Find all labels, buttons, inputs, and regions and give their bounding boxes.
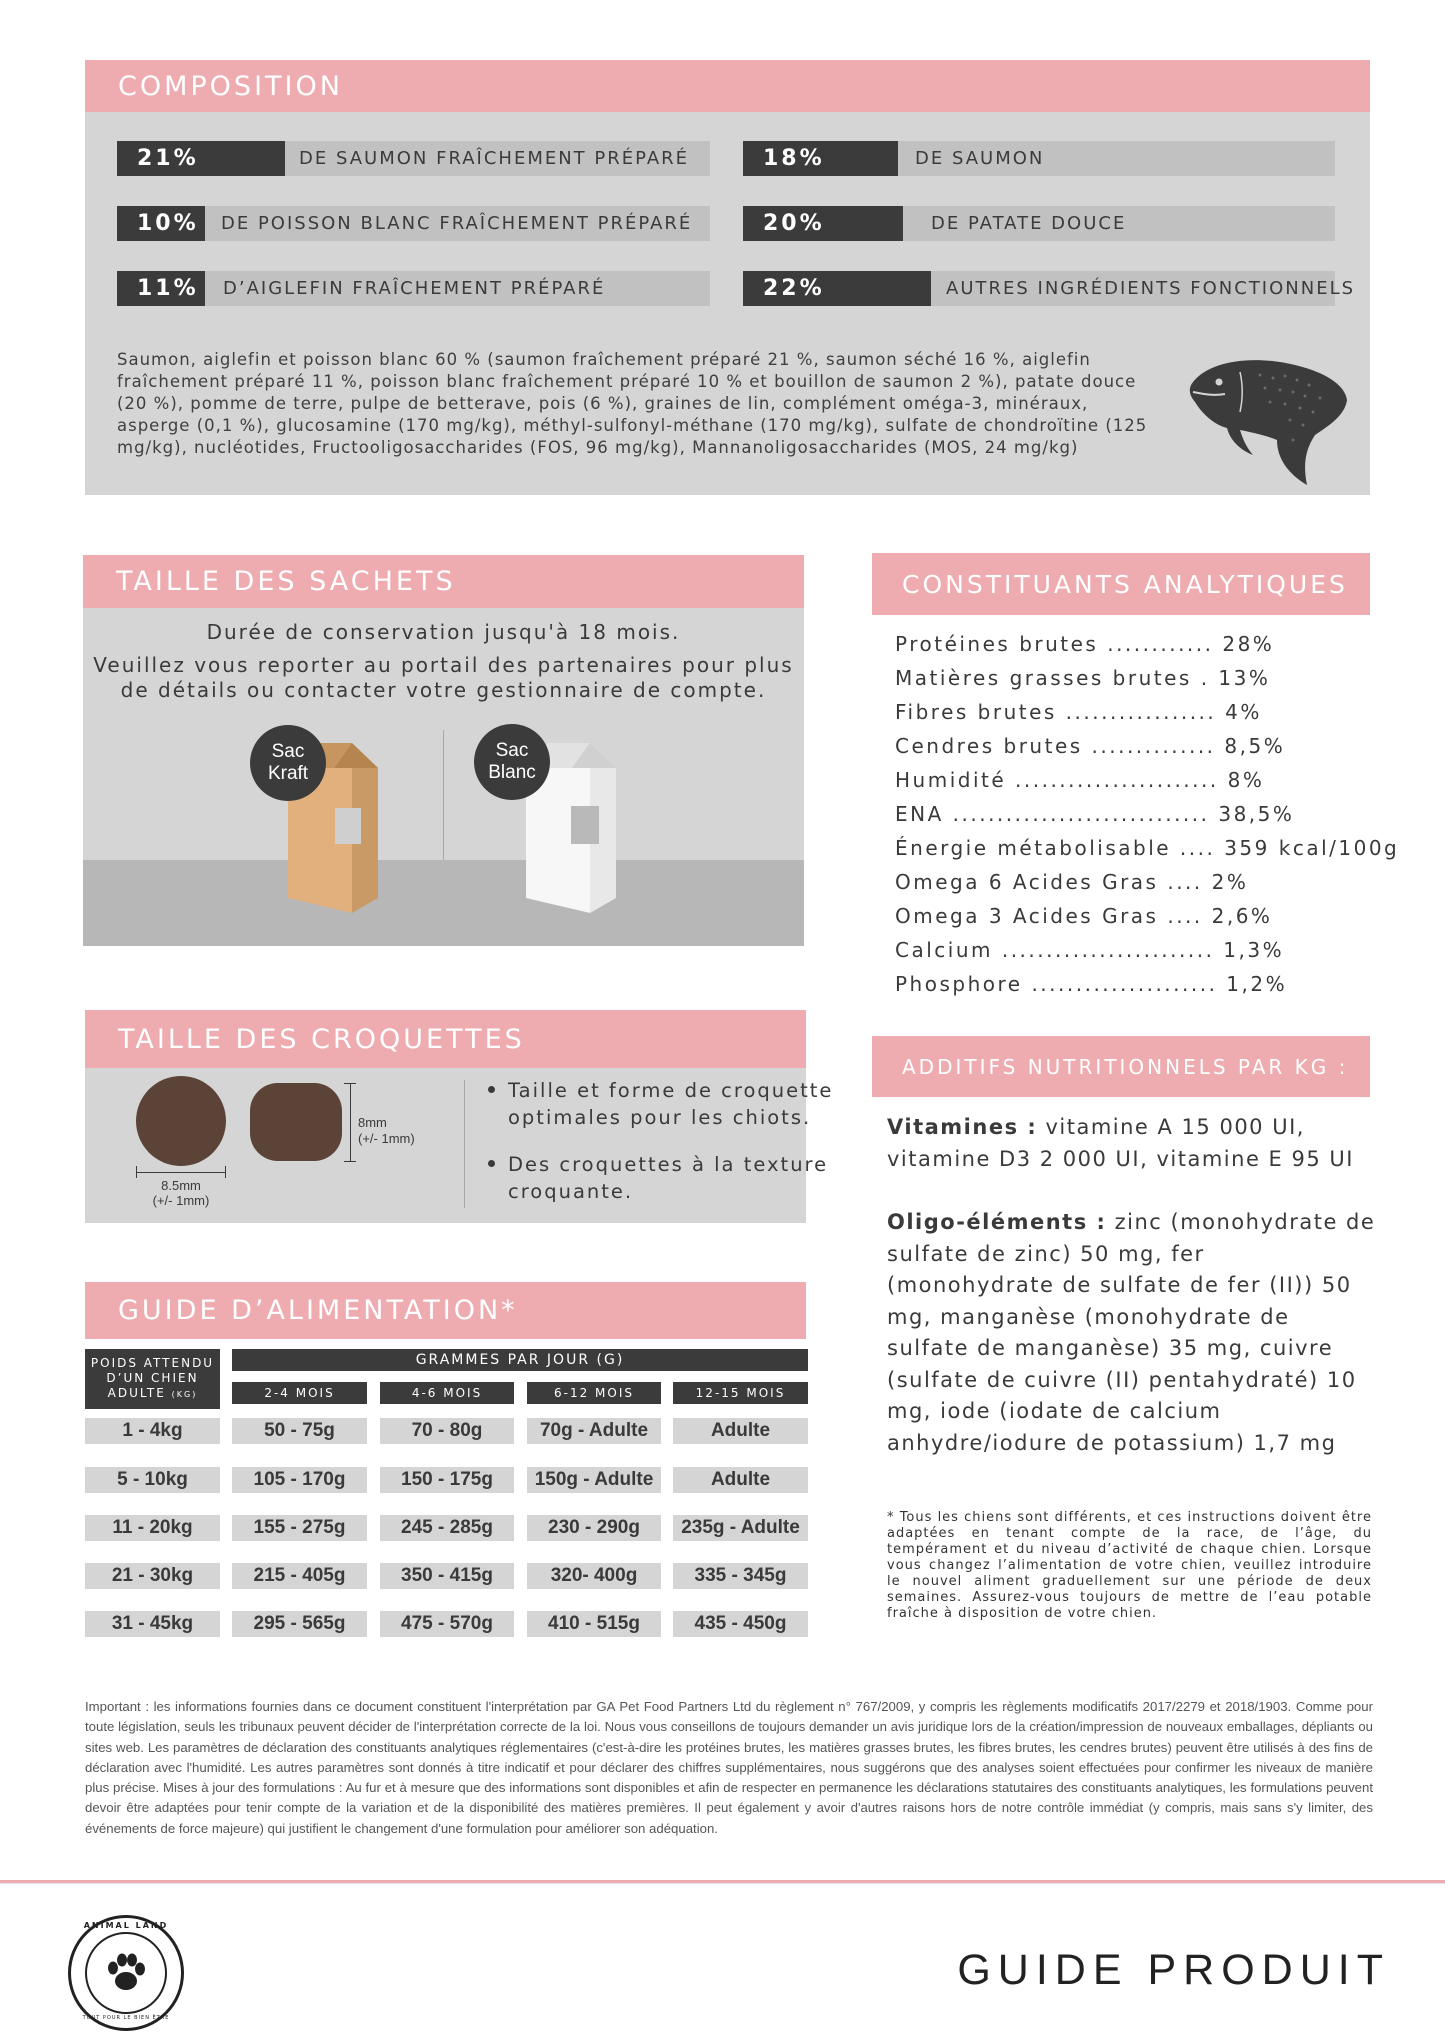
sachets-info-line: Veuillez vous reporter au portail des partenaires pour plus [93, 653, 794, 677]
analytique-row: Cendres brutes .............. 8,5% [895, 734, 1286, 758]
col-header: 12-15 MOIS [673, 1382, 808, 1404]
sachets-shelf-life: Durée de conservation jusqu'à 18 mois. [206, 620, 681, 644]
analytique-row: ENA ............................. 38,5% [895, 802, 1295, 826]
composition-label: DE SAUMON [915, 148, 1045, 169]
composition-item [743, 271, 1356, 306]
kibble-height-tick [344, 1083, 356, 1084]
kibble-width-tick [136, 1166, 137, 1178]
side-kibble-size: 8mm [358, 1115, 387, 1130]
bullet-dot [488, 1086, 495, 1093]
table-cell: 230 - 290g [527, 1515, 661, 1541]
analytique-row: Énergie métabolisable .... 359 kcal/100g [895, 836, 1400, 860]
analytique-row: Humidité ....................... 8% [895, 768, 1265, 792]
composition-item [743, 141, 1335, 176]
croquettes-bullet: Des croquettes à la texture [508, 1153, 829, 1176]
col-header: 4-6 MOIS [380, 1382, 514, 1404]
composition-item [117, 271, 710, 306]
table-cell: 150 - 175g [380, 1467, 514, 1493]
salmon-icon [1185, 340, 1355, 490]
analytique-row: Fibres brutes ................. 4% [895, 700, 1262, 724]
composition-pct: 21% [117, 141, 285, 176]
sachets-title: TAILLE DES SACHETS [83, 555, 804, 608]
footer-title: GUIDE PRODUIT [957, 1946, 1390, 1994]
kraft-bag-badge [250, 725, 326, 801]
kibble-width-tick [225, 1166, 226, 1178]
table-cell: 105 - 170g [232, 1467, 367, 1493]
white-bag-label: Sac [495, 740, 529, 761]
table-cell: 410 - 515g [527, 1611, 661, 1637]
table-cell: 350 - 415g [380, 1563, 514, 1589]
table-cell: 155 - 275g [232, 1515, 367, 1541]
composition-item [743, 206, 1335, 241]
bullet-dot [488, 1160, 495, 1167]
weight-header-line: POIDS ATTENDU [90, 1356, 215, 1370]
composition-text: Saumon, aiglefin et poisson blanc 60 % (saumon fraîchement préparé 21 %, saumon séché 16 %, aiglefin fraîchement préparé 11 %, poisson blanc fraîchement préparé 10 % et bouillon de saumon 2 %), patate douce (20 %), pomme de terre, pulpe de betterave, pois (6 %), graines de lin, complément oméga-3, minéraux, asperge (0,1 %), glucosamine (170 mg/kg), méthyl-sulfonyl-méthane (170 mg/kg), sulfate de chondroïtine (125 mg/kg), nucléotides, Fructooligosaccharides (FOS, 96 mg/kg), Mannanoligosaccharides (MOS, 24 mg/kg) [117, 350, 1148, 457]
analytique-row: Omega 6 Acides Gras .... 2% [895, 870, 1249, 894]
composition-label: D’AIGLEFIN FRAÎCHEMENT PRÉPARÉ [223, 278, 606, 299]
round-kibble-tolerance: (+/- 1mm) [152, 1193, 210, 1208]
round-kibble-size: 8.5mm [161, 1178, 201, 1193]
additifs-title: ADDITIFS NUTRITIONNELS PAR KG : [872, 1036, 1370, 1097]
kibble-height-line [350, 1083, 351, 1161]
table-cell: 215 - 405g [232, 1563, 367, 1589]
table-cell: 475 - 570g [380, 1611, 514, 1637]
oligo-label: Oligo-éléments : [887, 1210, 1107, 1234]
table-cell: 245 - 285g [380, 1515, 514, 1541]
table-cell-weight: 31 - 45kg [85, 1611, 220, 1637]
analytique-row: Omega 3 Acides Gras .... 2,6% [895, 904, 1273, 928]
col-header: 6-12 MOIS [527, 1382, 661, 1404]
analytique-row: Calcium ........................ 1,3% [895, 938, 1285, 962]
croquettes-bullet: optimales pour les chiots. [508, 1106, 812, 1129]
table-cell-weight: 5 - 10kg [85, 1467, 220, 1493]
kraft-bag-label: Kraft [267, 763, 309, 784]
croquettes-bullet: croquante. [508, 1180, 634, 1203]
vitamines-label: Vitamines : [887, 1115, 1038, 1139]
croquettes-bullet: Taille et forme de croquette [508, 1079, 834, 1102]
white-bag-badge [474, 724, 550, 800]
legal-text: Important : les informations fournies dans ce document constituent l'interprétation par GA Pet Food Partners Ltd du règlement n° 767/2009, y compris les règlements modificatifs 2017/2279 et 2018/1903. Comme pour toute législation, seuls les tribunaux peuvent décider de l'interprétation correcte de la loi. Nous vous conseillons de toujours demander un avis juridique lors de la création/impression de nouveaux emballages, dépliants ou sites web. Les paramètres de déclaration des constituants analytiques réglementaires (c'est-à-dire les protéines brutes, les matières grasses brutes, les fibres brutes, les cendres brutes) peuvent être utilisés à des fins de déclaration avec l'humidité. Les autres paramètres sont donnés à titre indicatif et pour déclarer des chiffres supplémentaires, nous suggérons que des analyses soient effectuées pour confirmer les niveaux de manière plus précise. Mises à jour des formulations : Au fur et à mesure que des informations sont disponibles et afin de respecter en permanence les déclarations statutaires des constituants analytiques, les formulations peuvent devoir être adaptées pour tenir compte de la variation et de la disponibilité des matières premières. Il peut également y avoir d'autres raisons hors de notre contrôle immédiat (y compris, mais sans s'y limiter, des événements de force majeure) qui justifient le changement d'une formulation pour améliorer son adéquation. [85, 1699, 1373, 1836]
vitamines-text: vitamine A 15 000 UI, vitamine D3 2 000 UI, vitamine E 95 UI [887, 1115, 1354, 1171]
croquettes-divider [464, 1080, 465, 1208]
composition-item [117, 206, 710, 241]
analytique-row: Matières grasses brutes . 13% [895, 666, 1271, 690]
sachets-divider [443, 730, 444, 860]
kibble-height-tick [344, 1161, 356, 1162]
table-cell-weight: 11 - 20kg [85, 1515, 220, 1541]
table-cell: 235g - Adulte [673, 1515, 808, 1541]
table-cell: 335 - 345g [673, 1563, 808, 1589]
table-cell: 150g - Adulte [527, 1467, 661, 1493]
paw-icon [101, 1948, 151, 1998]
table-cell: 70g - Adulte [527, 1418, 661, 1444]
composition-title: COMPOSITION [85, 60, 1370, 112]
analytique-row: Protéines brutes ............ 28% [895, 632, 1275, 656]
guide-title: GUIDE D’ALIMENTATION* [85, 1282, 806, 1339]
table-cell: 70 - 80g [380, 1418, 514, 1444]
white-bag-label: Blanc [488, 762, 536, 783]
oligo-text: zinc (monohydrate de sulfate de zinc) 50 mg, fer (monohydrate de sulfate de fer (II)) 50 mg, manganèse (monohydrate de sulfate de manganèse) 35 mg, cuivre (sulfate de cuivre (II) pentahydraté) 10 mg, iode (iodate de calcium anhydre/iodure de potassium) 1,7 mg [887, 1210, 1376, 1455]
logo-bottom-text: TOUT POUR LE BIEN ÊTRE [82, 2015, 170, 2021]
grams-header: GRAMMES PAR JOUR (G) [232, 1349, 808, 1371]
table-cell: 320- 400g [527, 1563, 661, 1589]
weight-header [85, 1349, 220, 1409]
weight-header-line: ADULTE (KG) [107, 1386, 198, 1400]
table-cell: Adulte [673, 1467, 808, 1493]
sachets-floor [83, 860, 804, 946]
composition-pct: 22% [743, 271, 931, 306]
side-kibble-tolerance: (+/- 1mm) [358, 1131, 415, 1146]
round-kibble-icon [136, 1076, 226, 1166]
analytique-title: CONSTITUANTS ANALYTIQUES [872, 553, 1370, 615]
feeding-note: * Tous les chiens sont différents, et ces instructions doivent être adaptées en tenant compte de la race, de l’âge, du tempérament et du niveau d’activité de chaque chien. Lorsque vous changez l’alimentation de votre chien, veuillez introduire le nouvel aliment graduellement sur une période de deux semaines. Assurez-vous toujours de mettre de l’eau potable fraîche à disposition de votre chien. [887, 1510, 1372, 1621]
composition-label: DE SAUMON FRAÎCHEMENT PRÉPARÉ [299, 148, 690, 169]
composition-label: DE POISSON BLANC FRAÎCHEMENT PRÉPARÉ [221, 213, 693, 234]
table-cell: 435 - 450g [673, 1611, 808, 1637]
composition-label: AUTRES INGRÉDIENTS FONCTIONNELS [946, 278, 1356, 299]
table-cell-weight: 1 - 4kg [85, 1418, 220, 1444]
table-cell: 295 - 565g [232, 1611, 367, 1637]
weight-header-line: D’UN CHIEN [106, 1371, 199, 1385]
footer-divider-grey [0, 1883, 1445, 1884]
additifs-oligo [887, 1207, 1377, 1459]
kibble-width-line [136, 1172, 226, 1173]
composition-item [117, 141, 710, 176]
croquettes-title: TAILLE DES CROQUETTES [85, 1010, 806, 1068]
composition-label: DE PATATE DOUCE [931, 213, 1127, 234]
kraft-bag-label: Sac [271, 741, 305, 762]
composition-pct: 11% [117, 271, 205, 306]
logo-top-text: ANIMAL LAND [83, 1921, 169, 1930]
sachets-info-line: de détails ou contacter votre gestionnaire de compte. [120, 678, 767, 702]
table-cell: Adulte [673, 1418, 808, 1444]
col-header: 2-4 MOIS [232, 1382, 367, 1404]
side-kibble-icon [250, 1083, 342, 1161]
composition-pct: 20% [743, 206, 903, 241]
composition-pct: 18% [743, 141, 898, 176]
additifs-vitamines [887, 1112, 1377, 1175]
composition-pct: 10% [117, 206, 205, 241]
animal-land-logo [68, 1915, 184, 2031]
table-cell-weight: 21 - 30kg [85, 1563, 220, 1589]
analytique-row: Phosphore ..................... 1,2% [895, 972, 1288, 996]
table-cell: 50 - 75g [232, 1418, 367, 1444]
